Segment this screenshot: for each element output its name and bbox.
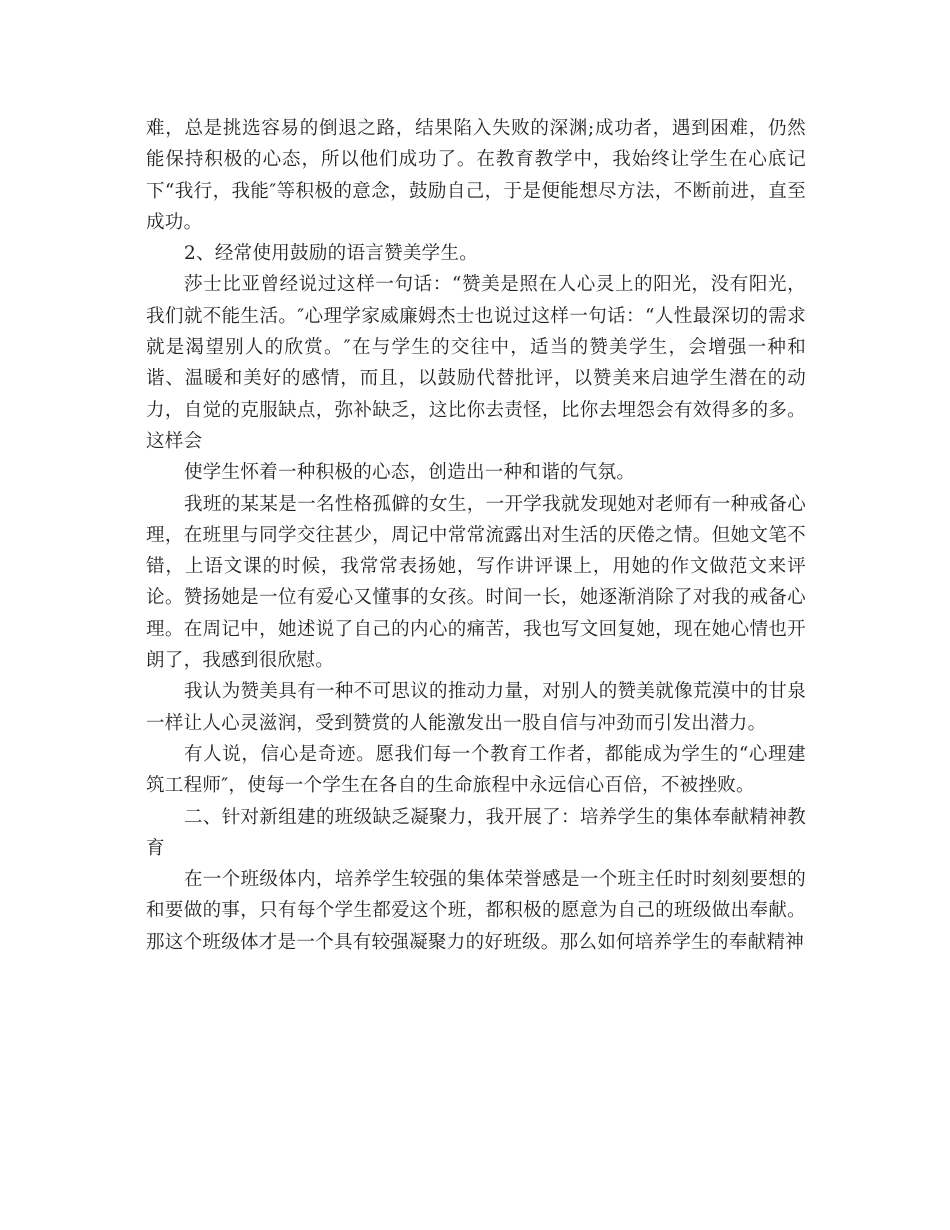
paragraph-4: 使学生怀着一种积极的心态，创造出一种和谐的气氛。 [184, 462, 636, 484]
paragraph-3: 莎士比亚曾经说过这样一句话：“赞美是照在人心灵上的阳光，没有阳光，我们就不能生活。″心理学家威廉姆杰士也说过这样一句话：“人性最深切的需求就是渴望别人的欣赏。″在与学生的交往中，适当的赞美学生，会增强一种和谐、温暖和美好的感情，而且，以鼓励代替批评，以赞美来启迪学生潜在的动力，自觉的克服缺点，弥补缺乏，这比你去责怪，比你去埋怨会有效得多的多。这样会 [146, 274, 806, 452]
paragraph-5: 我班的某某是一名性格孤僻的女生，一开学我就发现她对老师有一种戒备心理，在班里与同学交往甚少，周记中常常流露出对生活的厌倦之情。但她文笔不错，上语文课的时候，我常常表扬她，写作讲评课上，用她的作文做范文来评论。赞扬她是一位有爱心又懂事的女孩。时间一长，她逐渐消除了对我的戒备心理。在周记中，她述说了自己的内心的痛苦，我也写文回复她，现在她心情也开朗了，我感到很欣慰。 [146, 493, 806, 672]
paragraph-8: 二、针对新组建的班级缺乏凝聚力，我开展了：培养学生的集体奉献精神教育 [146, 806, 806, 859]
paragraph-6: 我认为赞美具有一种不可思议的推动力量，对别人的赞美就像荒漠中的甘泉一样让人心灵滋润，受到赞赏的人能激发出一股自信与冲劲而引发出潜力。 [146, 681, 806, 734]
paragraph-1: 难，总是挑选容易的倒退之路，结果陷入失败的深渊;成功者，遇到困难，仍然能保持积极的心态，所以他们成功了。在教育教学中，我始终让学生在心底记下“我行，我能″等积极的意念，鼓励自己，于是便能想尽方法，不断前进，直至成功。 [146, 118, 806, 233]
document-body [146, 113, 806, 958]
paragraph-9: 在一个班级体内，培养学生较强的集体荣誉感是一个班主任时时刻刻要想的和要做的事，只有每个学生都爱这个班，都积极的愿意为自己的班级做出奉献。那这个班级体才是一个具有较强凝聚力的好班级。那么如何培养学生的奉献精神 [146, 869, 806, 953]
paragraph-7: 有人说，信心是奇迹。愿我们每一个教育工作者，都能成为学生的“心理建筑工程师″，使每一个学生在各自的生命旅程中永远信心百倍，不被挫败。 [146, 743, 806, 797]
paragraph-2: 2、经常使用鼓励的语言赞美学生。 [184, 243, 479, 265]
